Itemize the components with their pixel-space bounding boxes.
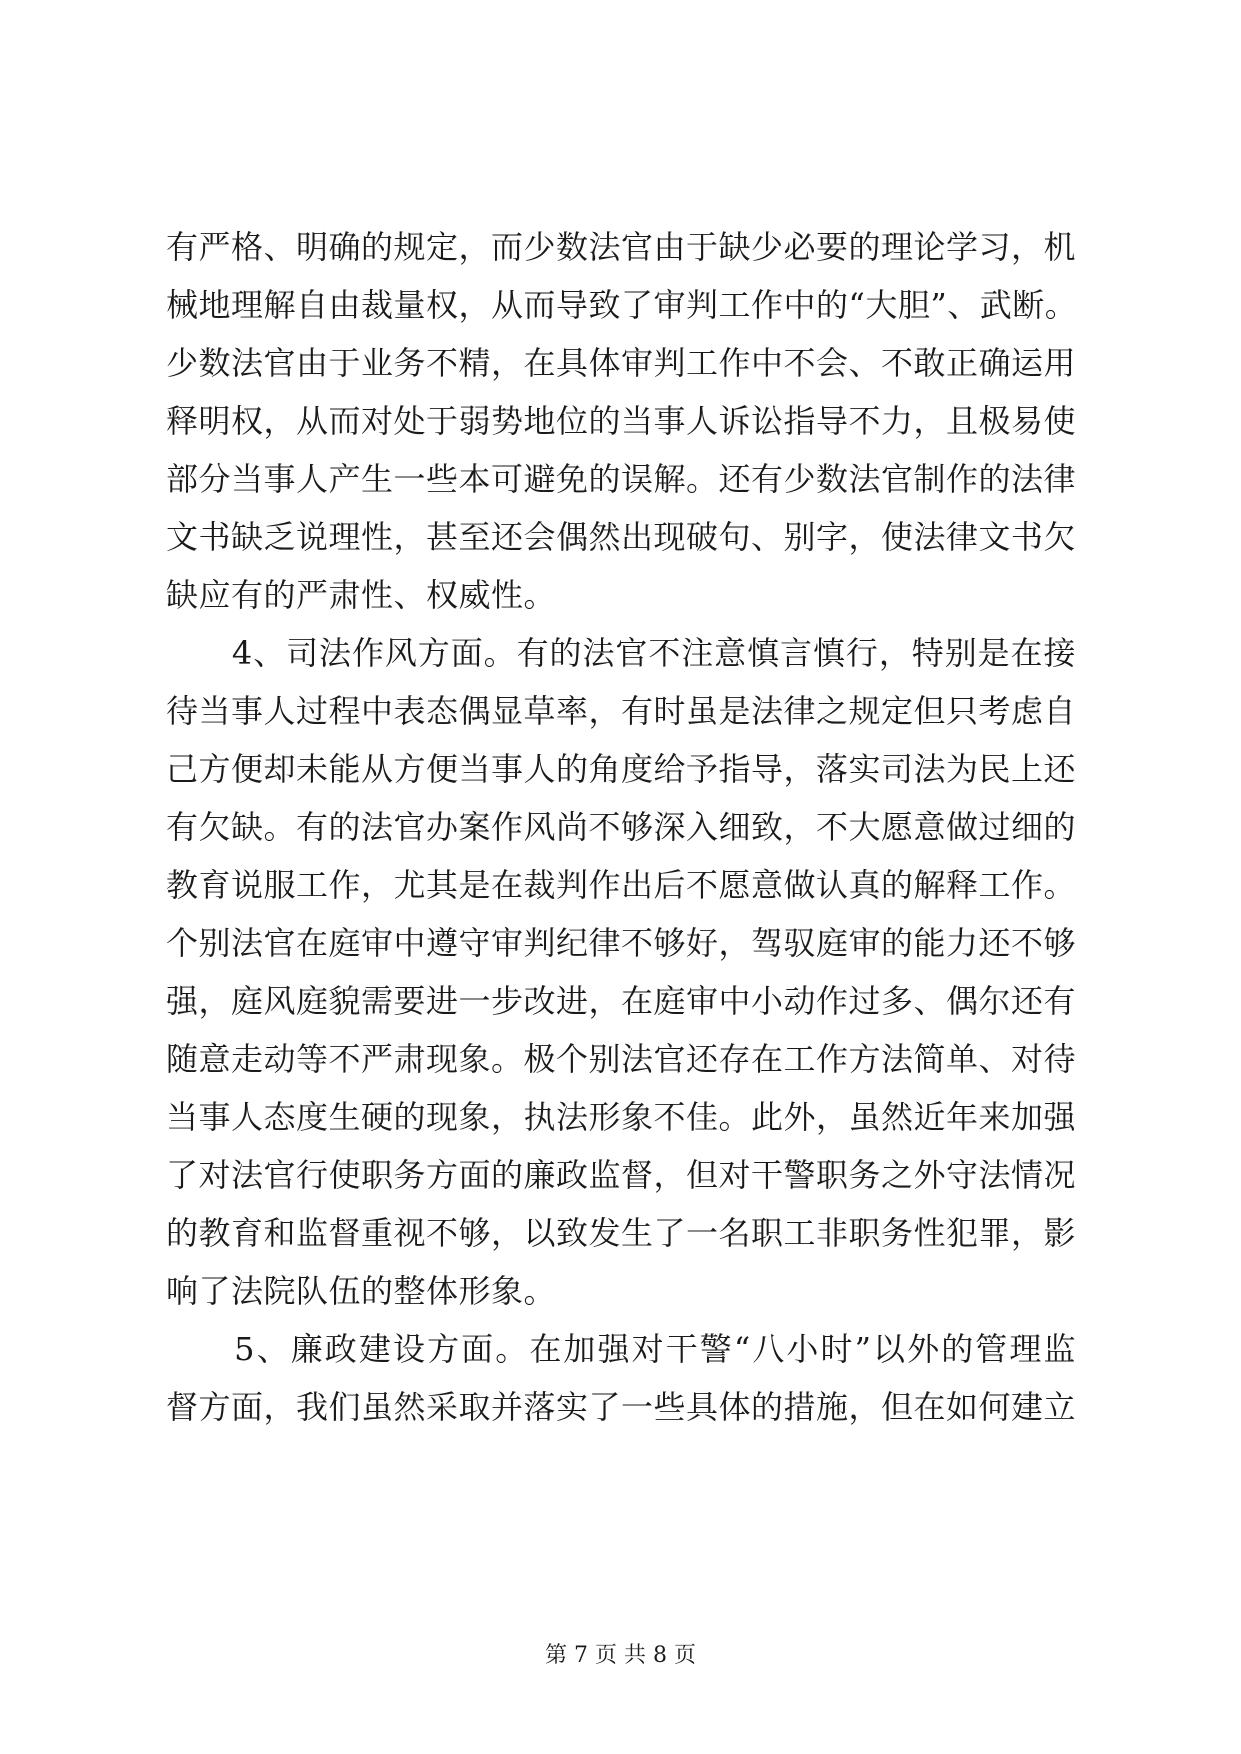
text-line: 4、司法作风方面。有的法官不注意慎言慎行，特别是在接 bbox=[166, 634, 1076, 672]
text-line: 有欠缺。有的法官办案作风尚不够深入细致，不大愿意做过细的 bbox=[166, 808, 1077, 846]
text-line: 待当事人过程中表态偶显草率，有时虽是法律之规定但只考虑自 bbox=[166, 692, 1077, 730]
text-line: 5、廉政建设方面。在加强对干警“八小时”以外的管理监 bbox=[166, 1330, 1076, 1368]
text-line: 了对法官行使职务方面的廉政监督，但对干警职务之外守法情况 bbox=[166, 1156, 1077, 1194]
text-line: 随意走动等不严肃现象。极个别法官还存在工作方法简单、对待 bbox=[166, 1040, 1077, 1078]
text-line: 己方便却未能从方便当事人的角度给予指导，落实司法为民上还 bbox=[166, 750, 1077, 788]
text-line: 文书缺乏说理性，甚至还会偶然出现破句、别字，使法律文书欠 bbox=[166, 518, 1077, 556]
text-line: 当事人态度生硬的现象，执法形象不佳。此外，虽然近年来加强 bbox=[166, 1098, 1077, 1136]
text-line: 督方面，我们虽然采取并落实了一些具体的措施，但在如何建立 bbox=[166, 1388, 1077, 1426]
page-footer: 第 7 页 共 8 页 bbox=[545, 1643, 696, 1668]
text-line: 教育说服工作，尤其是在裁判作出后不愿意做认真的解释工作。 bbox=[166, 866, 1077, 904]
text-line: 械地理解自由裁量权，从而导致了审判工作中的“大胆”、武断。 bbox=[166, 286, 1078, 324]
text-line: 缺应有的严肃性、权威性。 bbox=[166, 576, 557, 614]
text-line: 响了法院队伍的整体形象。 bbox=[166, 1272, 557, 1310]
text-line: 个别法官在庭审中遵守审判纪律不够好，驾驭庭审的能力还不够 bbox=[166, 924, 1077, 962]
text-line: 释明权，从而对处于弱势地位的当事人诉讼指导不力，且极易使 bbox=[166, 402, 1077, 440]
document-body bbox=[166, 218, 1076, 1436]
text-line: 的教育和监督重视不够，以致发生了一名职工非职务性犯罪，影 bbox=[166, 1214, 1077, 1252]
text-line: 部分当事人产生一些本可避免的误解。还有少数法官制作的法律 bbox=[166, 460, 1077, 498]
text-line: 有严格、明确的规定，而少数法官由于缺少必要的理论学习，机 bbox=[166, 228, 1077, 266]
text-line: 强，庭风庭貌需要进一步改进，在庭审中小动作过多、偶尔还有 bbox=[166, 982, 1077, 1020]
text-line: 少数法官由于业务不精，在具体审判工作中不会、不敢正确运用 bbox=[166, 344, 1077, 382]
